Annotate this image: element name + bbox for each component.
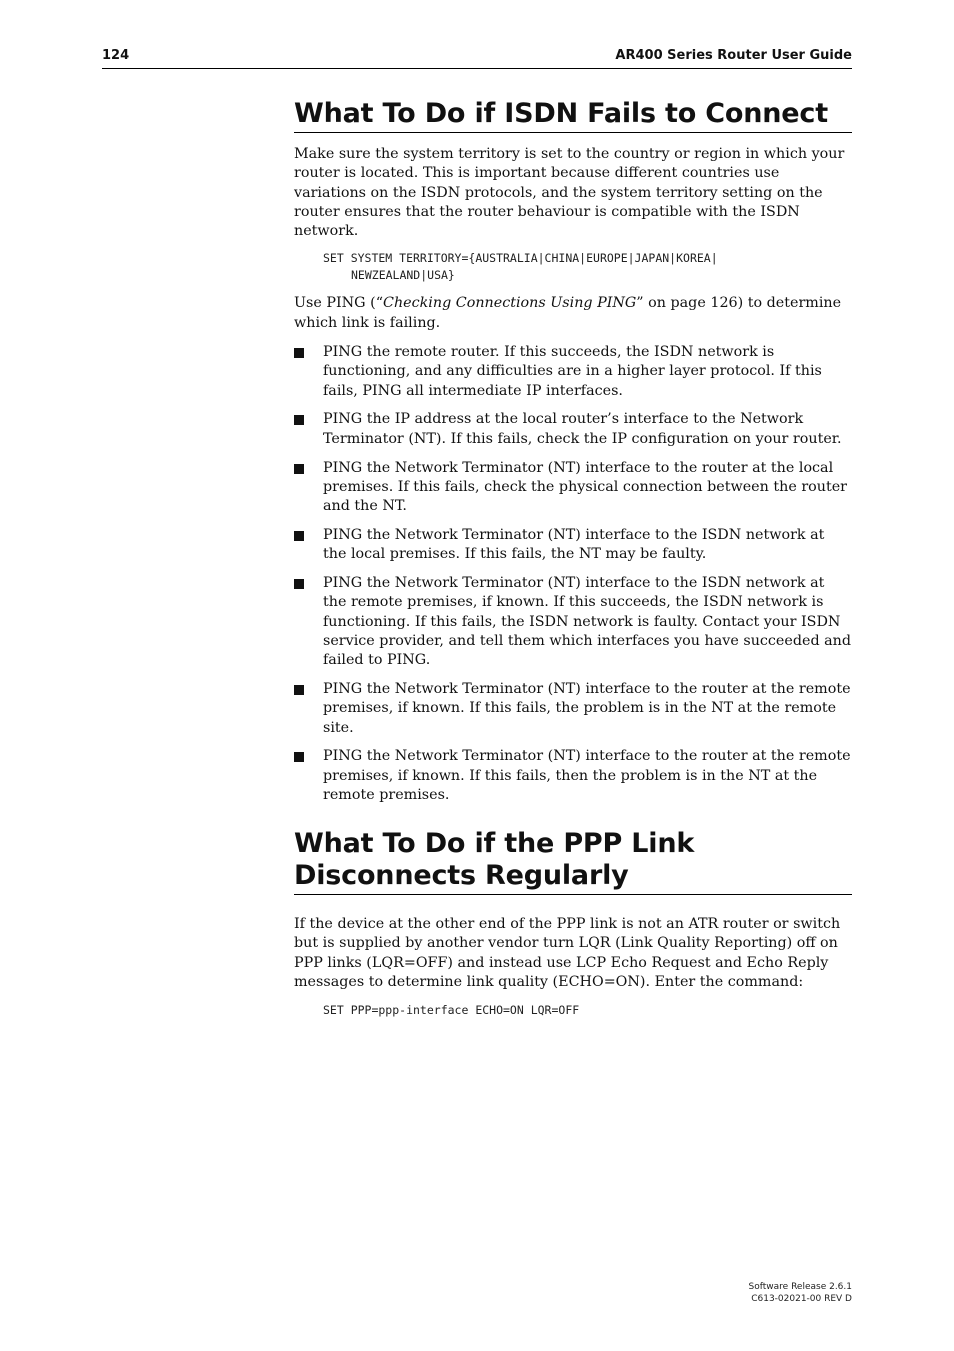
ping-prefix: Use PING (“ [294, 295, 384, 312]
list-item: PING the IP address at the local router’s interface to the Network Terminator (NT). If this fails, check the IP configuration on your router. [294, 410, 852, 449]
list-item: PING the Network Terminator (NT) interface to the ISDN network at the local premises. If this fails, the NT may be faulty. [294, 526, 852, 565]
bullet-square [294, 464, 304, 474]
bullet-square [294, 348, 304, 358]
command-line-2: NEWZEALAND|USA} [351, 268, 455, 283]
document-id: C613-02021-00 REV D [751, 1294, 852, 1304]
section-ppp [294, 828, 852, 1019]
bullet-square [294, 752, 304, 762]
ping-steps-list [294, 343, 852, 805]
ping-paragraph [294, 294, 852, 333]
ping-reference-link[interactable]: Checking Connections Using PING [383, 295, 637, 312]
list-item: PING the Network Terminator (NT) interface to the router at the remote premises, if known. If this fails, the problem is in the NT at the remote site. [294, 680, 852, 738]
bullet-square [294, 579, 304, 589]
guide-title: AR400 Series Router User Guide [615, 48, 852, 63]
section-isdn [294, 98, 852, 815]
page-number: 124 [102, 48, 130, 63]
list-item: PING the remote router. If this succeeds, the ISDN network is functioning, and any difficulties are in a higher layer protocol. If this fails, PING all intermediate IP interfaces. [294, 343, 852, 401]
section-heading-isdn: What To Do if ISDN Fails to Connect [294, 98, 852, 133]
software-release: Software Release 2.6.1 [748, 1282, 852, 1292]
intro-paragraph: Make sure the system territory is set to the country or region in which your router is located. This is important because different countries use variations on the ISDN protocols, and the system territory setting on the router ensures that the router behaviour is compatible with the ISDN network. [294, 146, 845, 240]
bullet-square [294, 531, 304, 541]
page-footer [749, 1281, 852, 1305]
ppp-paragraph: If the device at the other end of the PPP link is not an ATR router or switch but is supplied by another vendor turn LQR (Link Quality Reporting) off on PPP links (LQR=OFF) and instead use LCP Echo Request and Echo Reply messages to determine link quality (ECHO=ON). Enter the command: [294, 916, 841, 990]
ping-suffix: ” on page 126) to determine which link is failing. [294, 295, 842, 331]
list-item: PING the Network Terminator (NT) interface to the router at the remote premises, if known. If this fails, then the problem is in the NT at the remote premises. [294, 747, 852, 805]
bullet-square [294, 685, 304, 695]
ppp-command: SET PPP=ppp-interface ECHO=ON LQR=OFF [323, 1003, 580, 1018]
bullet-square [294, 415, 304, 425]
territory-command [323, 250, 852, 284]
section-heading-ppp: What To Do if the PPP Link Disconnects Regularly [294, 828, 852, 895]
list-item: PING the Network Terminator (NT) interface to the router at the local premises. If this fails, check the physical connection between the router and the NT. [294, 459, 852, 517]
running-header [102, 48, 852, 69]
list-item: PING the Network Terminator (NT) interface to the ISDN network at the remote premises, if known. If this succeeds, the ISDN network is functioning. If this fails, the ISDN network is faulty. Contact your ISDN service provider, and tell them which interfaces you have succeeded and failed to PING. [294, 574, 852, 670]
command-line-1: SET SYSTEM TERRITORY={AUSTRALIA|CHINA|EUROPE|JAPAN|KOREA| [323, 251, 718, 266]
